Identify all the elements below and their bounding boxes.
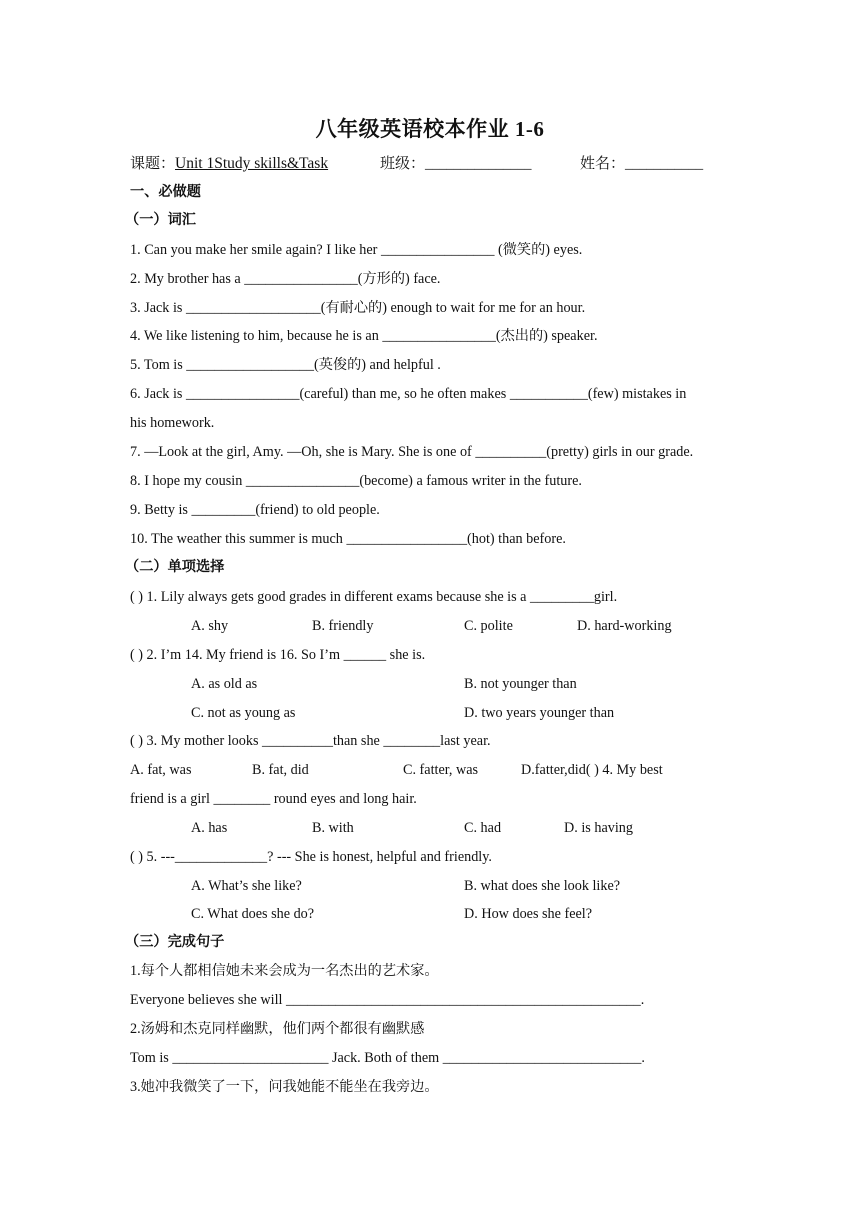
sentence-item: Everyone believes she will __________________________________________________. xyxy=(130,992,645,1008)
choice-q1-option-d: D. hard-working xyxy=(577,618,672,634)
choice-q3-option-a: A. fat, was xyxy=(130,762,192,778)
choice-q4-stem: friend is a girl ________ round eyes and long hair. xyxy=(130,791,417,807)
choice-q3-option-c: C. fatter, was xyxy=(403,762,479,778)
vocab-heading: （一）词汇 xyxy=(125,212,196,228)
choice-q1-option-a: A. shy xyxy=(191,618,229,634)
topic-value: Unit 1Study skills&Task xyxy=(175,155,329,172)
name-blank: ___________ xyxy=(625,156,704,172)
vocab-item: 5. Tom is __________________(英俊的) and helpful . xyxy=(130,357,441,373)
sentence-item: 1.每个人都相信她未来会成为一名杰出的艺术家。 xyxy=(130,963,439,979)
sentence-item: 3.她冲我微笑了一下，问我她能不能坐在我旁边。 xyxy=(130,1079,439,1095)
vocab-item: 9. Betty is _________(friend) to old people. xyxy=(130,502,380,518)
choice-q1-stem: ( ) 1. Lily always gets good grades in different exams because she is a _________girl. xyxy=(130,589,618,605)
choice-q3-option-d: D.fatter,did( ) 4. My best xyxy=(521,762,663,778)
choice-q2-stem: ( ) 2. I’m 14. My friend is 16. So I’m ______ she is. xyxy=(130,647,426,663)
choice-q2-option-b: B. not younger than xyxy=(464,676,577,692)
class-blank: _______________ xyxy=(425,156,532,172)
choice-q5-stem: ( ) 5. ---_____________? --- She is honest, helpful and friendly. xyxy=(130,849,492,865)
choice-q2-option-a: A. as old as xyxy=(191,676,258,692)
choice-heading: （二）单项选择 xyxy=(125,559,225,575)
choice-q3-option-b: B. fat, did xyxy=(252,762,309,778)
choice-q5-option-c: C. What does she do? xyxy=(191,906,315,922)
choice-q4-option-a: A. has xyxy=(191,820,228,836)
header-line xyxy=(130,154,328,174)
vocab-item: his homework. xyxy=(130,415,215,431)
sentence-item: Tom is ______________________ Jack. Both of them ____________________________. xyxy=(130,1050,645,1066)
choice-q2-option-c: C. not as young as xyxy=(191,705,296,721)
choice-q2-option-d: D. two years younger than xyxy=(464,705,615,721)
name-label: 姓名： xyxy=(580,156,626,172)
choice-q1-option-c: C. polite xyxy=(464,618,513,634)
vocab-item: 2. My brother has a ________________(方形的) face. xyxy=(130,271,441,287)
choice-q4-option-c: C. had xyxy=(464,820,502,836)
page-title: 八年级英语校本作业 1-6 xyxy=(315,117,545,141)
choice-q1-option-b: B. friendly xyxy=(312,618,374,634)
vocab-item: 4. We like listening to him, because he is an ________________(杰出的) speaker. xyxy=(130,328,598,344)
sentences-heading: （三）完成句子 xyxy=(125,934,225,950)
choice-q5-option-b: B. what does she look like? xyxy=(464,878,621,894)
vocab-item: 1. Can you make her smile again? I like her ________________ (微笑的) eyes. xyxy=(130,242,583,258)
choice-q5-option-a: A. What’s she like? xyxy=(191,878,302,894)
vocab-item: 3. Jack is ___________________(有耐心的) enough to wait for me for an hour. xyxy=(130,300,586,316)
choice-q3-stem: ( ) 3. My mother looks __________than she ________last year. xyxy=(130,733,491,749)
choice-q4-option-d: D. is having xyxy=(564,820,633,836)
vocab-item: 7. —Look at the girl, Amy. —Oh, she is Mary. She is one of __________(pretty) girls in our grade. xyxy=(130,444,694,460)
choice-q5-option-d: D. How does she feel? xyxy=(464,906,593,922)
class-field xyxy=(380,154,531,174)
choice-q4-option-b: B. with xyxy=(312,820,354,836)
name-field xyxy=(580,154,703,174)
topic-label: 课题： xyxy=(130,156,176,172)
class-label: 班级： xyxy=(380,156,426,172)
sentence-item: 2.汤姆和杰克同样幽默，他们两个都很有幽默感 xyxy=(130,1021,425,1037)
vocab-item: 8. I hope my cousin ________________(become) a famous writer in the future. xyxy=(130,473,582,489)
vocab-item: 6. Jack is ________________(careful) than me, so he often makes ___________(few) mistakes in xyxy=(130,386,687,402)
section-main-heading: 一、必做题 xyxy=(130,184,201,200)
vocab-item: 10. The weather this summer is much _________________(hot) than before. xyxy=(130,531,566,547)
